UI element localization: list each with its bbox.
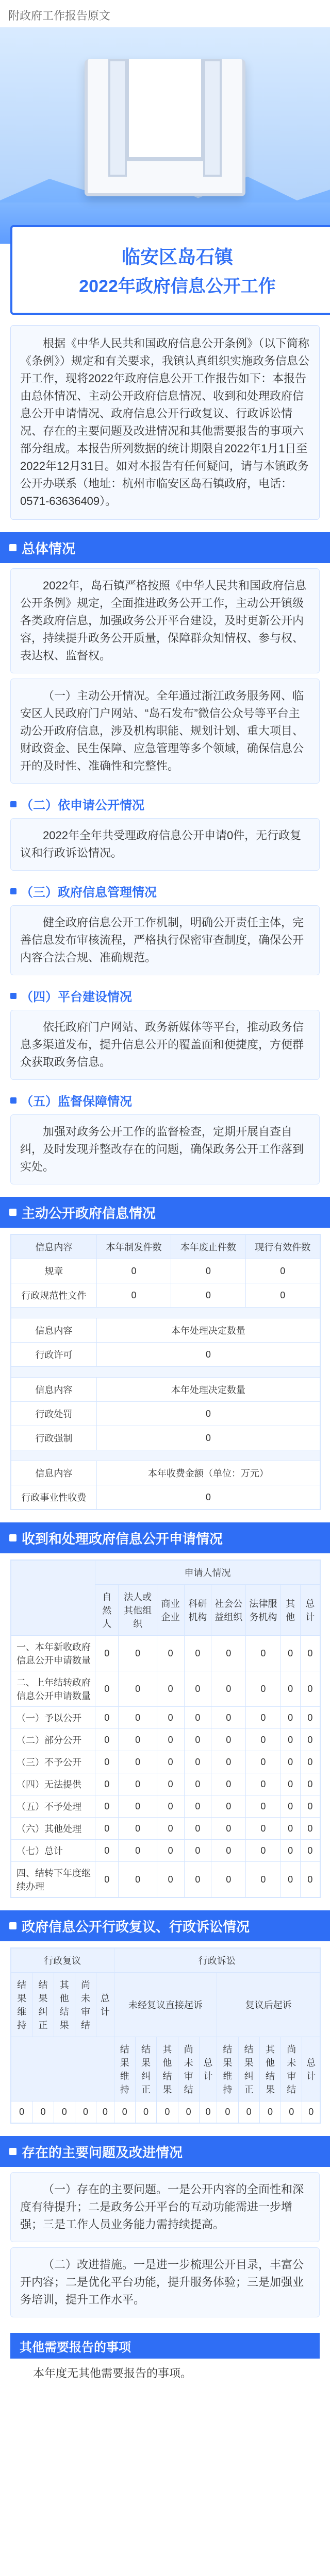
- received-row: [11, 1795, 320, 1818]
- received-cell: 0: [184, 1862, 211, 1897]
- section-review-title: 政府信息公开行政复议、行政诉讼情况: [22, 1919, 250, 1935]
- received-cell: 0: [95, 1840, 119, 1862]
- review-after-3: 0: [259, 2102, 280, 2123]
- received-header-legal-service: 法律服务机构: [246, 1585, 280, 1636]
- received-cell: 0: [95, 1773, 119, 1795]
- received-cell: 0: [157, 1671, 184, 1707]
- received-cell: 0: [300, 1636, 320, 1671]
- received-row: [11, 1751, 320, 1773]
- received-cell: 0: [246, 1795, 280, 1818]
- received-cell: 0: [280, 1671, 300, 1707]
- received-cell: 0: [119, 1729, 157, 1751]
- received-row-label: （一）予以公开: [11, 1707, 95, 1729]
- overview-paragraph-2: （一）主动公开情况。全年通过浙江政务服务网、临安区人民政府门户网站、“岛石发布”微信公众号等平台主动公开政府信息，涉及机构职能、规划计划、重大项目、财政资金、民生保障、应急管理等多个领域，确保信息公开的及时性、准确性和完整性。: [20, 689, 304, 772]
- received-cell: 0: [280, 1862, 300, 1897]
- received-cell: 0: [211, 1818, 246, 1840]
- section-received: [0, 1522, 330, 1553]
- subsection-icon: [10, 993, 16, 999]
- intro-box: [10, 325, 320, 520]
- active-public-r7c1: 信息内容: [11, 1378, 97, 1402]
- section-problems: [0, 2136, 330, 2167]
- received-cell: 0: [184, 1795, 211, 1818]
- received-cell: 0: [157, 1707, 184, 1729]
- active-public-r2c3: 0: [171, 1283, 245, 1308]
- received-cell: 0: [211, 1636, 246, 1671]
- review-sub-results-after-2: 结果纠正: [238, 2037, 259, 2102]
- review-sub-4: 尚未审结: [75, 1973, 96, 2037]
- received-header-item: [11, 1561, 95, 1636]
- banner-image: [0, 27, 330, 244]
- received-cell: 0: [300, 1707, 320, 1729]
- supervision-paragraph-1: 加强对政务公开工作的监督检查，定期开展自查自纠，及时发现并整改存在的问题，确保政务公开工作落到实处。: [20, 1125, 304, 1173]
- section-active-public-title: 主动公开政府信息情况: [22, 1205, 156, 1221]
- platform-title-label: （四）平台建设情况: [21, 990, 132, 1004]
- received-cell: 0: [280, 1636, 300, 1671]
- overview-card: [10, 568, 320, 673]
- received-cell: 0: [95, 1818, 119, 1840]
- received-cell: 0: [184, 1751, 211, 1773]
- received-row: [11, 1729, 320, 1751]
- active-public-r4c2: 本年处理决定数量: [96, 1318, 320, 1343]
- review-val-3: 0: [54, 2102, 75, 2123]
- received-cell: 0: [300, 1840, 320, 1862]
- subsection-icon: [10, 1097, 16, 1104]
- received-cell: 0: [95, 1751, 119, 1773]
- review-sub-results-direct-2: 结果纠正: [135, 2037, 156, 2102]
- received-cell: 0: [246, 1751, 280, 1773]
- received-cell: 0: [211, 1862, 246, 1897]
- review-header-review: 行政复议: [11, 1948, 114, 1973]
- review-direct-2: 0: [135, 2102, 156, 2123]
- received-row-label: （三）不予公开: [11, 1751, 95, 1773]
- received-row: [11, 1636, 320, 1671]
- received-cell: 0: [95, 1729, 119, 1751]
- received-cell: 0: [157, 1840, 184, 1862]
- received-cell: 0: [300, 1818, 320, 1840]
- received-row-label: （六）其他处理: [11, 1818, 95, 1840]
- review-after-5: 0: [302, 2102, 320, 2123]
- overview-card-2: [10, 679, 320, 784]
- review-sub-results-direct-4: 尚未审结: [178, 2037, 199, 2102]
- review-sub-results-direct-5: 总计: [199, 2037, 217, 2102]
- apply-title-label: （二）依申请公开情况: [21, 799, 144, 812]
- title-line1: 临安区岛石镇: [121, 246, 233, 267]
- section-problems-title: 存在的主要问题及改进情况: [22, 2144, 183, 2160]
- active-public-spacer-2: [11, 1367, 320, 1378]
- received-row: [11, 1773, 320, 1795]
- received-cell: 0: [300, 1729, 320, 1751]
- active-public-header-3: 本年废止件数: [171, 1235, 245, 1259]
- active-public-table: [10, 1234, 321, 1510]
- received-cell: 0: [280, 1751, 300, 1773]
- received-row-label: （二）部分公开: [11, 1729, 95, 1751]
- received-cell: 0: [300, 1795, 320, 1818]
- apply-card: [10, 818, 320, 871]
- review-direct-1: 0: [114, 2102, 135, 2123]
- top-link[interactable]: 附政府工作报告原文: [8, 9, 111, 22]
- received-row: [11, 1707, 320, 1729]
- active-public-r8c1: 行政处罚: [11, 1402, 97, 1426]
- received-cell: 0: [300, 1671, 320, 1707]
- received-row: [11, 1818, 320, 1840]
- review-sub-results-after-4: 尚未审结: [281, 2037, 302, 2102]
- apply-paragraph-1: 2022年全年共受理政府信息公开申请0件，无行政复议和行政诉讼情况。: [20, 829, 302, 859]
- received-cell: 0: [184, 1707, 211, 1729]
- management-title-label: （三）政府信息管理情况: [21, 886, 157, 900]
- review-sub-results-after-5: 总计: [302, 2037, 320, 2102]
- received-cell: 0: [184, 1818, 211, 1840]
- footer: [10, 2333, 320, 2382]
- active-public-spacer-3: [11, 1450, 320, 1461]
- received-cell: 0: [119, 1751, 157, 1773]
- section-overview-title: 总体情况: [22, 540, 76, 556]
- review-sub-1: 结果维持: [11, 1973, 32, 2037]
- active-public-header-2: 本年制发件数: [96, 1235, 171, 1259]
- title-line2: 2022年政府信息公开工作: [79, 277, 276, 296]
- received-cell: 0: [184, 1773, 211, 1795]
- section-icon: [9, 1534, 16, 1541]
- section-icon: [9, 1209, 16, 1216]
- received-cell: 0: [157, 1818, 184, 1840]
- received-cell: 0: [184, 1636, 211, 1671]
- section-overview: [0, 532, 330, 563]
- received-cell: 0: [211, 1840, 246, 1862]
- received-header-business: 商业企业: [157, 1585, 184, 1636]
- received-cell: 0: [300, 1773, 320, 1795]
- review-after-4: 0: [281, 2102, 302, 2123]
- received-cell: 0: [211, 1773, 246, 1795]
- received-header-total: 总计: [300, 1585, 320, 1636]
- management-title: [10, 882, 320, 900]
- received-cell: 0: [280, 1707, 300, 1729]
- review-sub-results-after-3: 其他结果: [259, 2037, 280, 2102]
- footer-bar: [10, 2333, 320, 2359]
- received-cell: 0: [119, 1840, 157, 1862]
- review-sub-3: 其他结果: [54, 1973, 75, 2037]
- review-header-litigation: 行政诉讼: [114, 1948, 320, 1973]
- section-review: [0, 1910, 330, 1941]
- received-cell: 0: [119, 1862, 157, 1897]
- active-public-header-1: 信息内容: [11, 1235, 97, 1259]
- section-received-title: 收到和处理政府信息公开申请情况: [22, 1531, 223, 1547]
- management-card: [10, 905, 320, 975]
- received-cell: 0: [184, 1671, 211, 1707]
- active-public-r8c2: 0: [96, 1402, 320, 1426]
- supervision-title: [10, 1091, 320, 1109]
- review-direct-4: 0: [178, 2102, 199, 2123]
- review-sub-results-direct-1: 结果维持: [114, 2037, 135, 2102]
- overview-paragraph-1: 2022年，岛石镇严格按照《中华人民共和国政府信息公开条例》规定，全面推进政务公开工作，主动公开镇级各类政府信息，加强政务公开平台建设，及时更新公开内容，持续提升政务公开质量，保障群众知情权、参与权、表达权、监督权。: [20, 579, 306, 662]
- active-public-r4c1: 信息内容: [11, 1318, 97, 1343]
- review-direct-5: 0: [199, 2102, 217, 2123]
- received-cell: 0: [119, 1795, 157, 1818]
- problems-paragraph-1: （一）存在的主要问题。一是公开内容的全面性和深度有待提升；二是政务公开平台的互动功能需进一步增强；三是工作人员业务能力需持续提高。: [20, 2183, 304, 2231]
- received-row-label: 一、本年新收政府信息公开申请数量: [11, 1636, 95, 1671]
- received-cell: 0: [211, 1671, 246, 1707]
- received-row-label: 四、结转下年度继续办理: [11, 1862, 95, 1897]
- banner-pillar-right: [203, 59, 222, 177]
- received-cell: 0: [119, 1707, 157, 1729]
- received-header-welfare: 社会公益组织: [211, 1585, 246, 1636]
- received-cell: 0: [119, 1773, 157, 1795]
- review-sub-direct: 未经复议直接起诉: [114, 1973, 217, 2037]
- received-cell: 0: [246, 1840, 280, 1862]
- received-header-research: 科研机构: [184, 1585, 211, 1636]
- review-direct-3: 0: [157, 2102, 178, 2123]
- received-header-legal: 法人或其他组织: [119, 1585, 157, 1636]
- received-header-natural: 自然人: [95, 1585, 119, 1636]
- received-cell: 0: [95, 1636, 119, 1671]
- received-cell: 0: [119, 1671, 157, 1707]
- received-row-label: （五）不予处理: [11, 1795, 95, 1818]
- review-sub-results-review: [11, 2037, 114, 2102]
- received-table: [10, 1560, 321, 1898]
- received-row-label: （七）总计: [11, 1840, 95, 1862]
- management-paragraph-1: 健全政府信息公开工作机制，明确公开责任主体，完善信息发布审核流程，严格执行保密审查制度，确保公开内容合法合规、准确规范。: [20, 916, 304, 964]
- active-public-r5c1: 行政许可: [11, 1343, 97, 1367]
- review-sub-after: 复议后起诉: [217, 1973, 320, 2037]
- received-cell: 0: [157, 1773, 184, 1795]
- section-active-public: [0, 1197, 330, 1228]
- received-row: [11, 1671, 320, 1707]
- active-public-r12c2: 0: [96, 1485, 320, 1510]
- review-after-1: 0: [217, 2102, 238, 2123]
- banner-pillar-left: [108, 59, 127, 177]
- received-cell: 0: [95, 1862, 119, 1897]
- supervision-title-label: （五）监督保障情况: [21, 1095, 132, 1109]
- review-after-2: 0: [238, 2102, 259, 2123]
- intro-text: 根据《中华人民共和国政府信息公开条例》（以下简称《条例》）规定和有关要求，我镇认真组织实施政务信息公开工作，现将2022年政府信息公开工作报告如下：本报告由总体情况、主动公开政府信息情况、收到和处理政府信息公开申请情况、政府信息公开行政复议、行政诉讼情况、存在的主要问题及改进情况和其他需要报告的事项六部分组成。本报告所列数据的统计期限自2022年1月1日至2022年12月31日。如对本报告有任何疑问，请与本镇政务公开办联系（地址：杭州市临安区岛石镇政府，电话：0571-63636409）。: [20, 337, 310, 507]
- apply-title: [10, 795, 320, 813]
- banner-gate: [125, 59, 205, 161]
- received-cell: 0: [95, 1795, 119, 1818]
- active-public-r2c4: 0: [245, 1283, 320, 1308]
- section-icon: [9, 544, 16, 551]
- review-sub-results-after-1: 结果维持: [217, 2037, 238, 2102]
- subsection-icon: [10, 888, 16, 894]
- received-cell: 0: [246, 1729, 280, 1751]
- received-cell: 0: [157, 1795, 184, 1818]
- active-public-r1c3: 0: [171, 1259, 245, 1283]
- review-table: [10, 1947, 321, 2124]
- problems-paragraph-2: （二）改进措施。一是进一步梳理公开目录，丰富公开内容；二是优化平台功能，提升服务体验；三是加强业务培训，提升工作水平。: [20, 2258, 304, 2306]
- platform-title: [10, 987, 320, 1005]
- active-public-r2c2: 0: [96, 1283, 171, 1308]
- review-val-1: 0: [11, 2102, 32, 2123]
- received-cell: 0: [211, 1707, 246, 1729]
- title-box: [10, 225, 330, 315]
- received-cell: 0: [280, 1840, 300, 1862]
- platform-paragraph-1: 依托政府门户网站、政务新媒体等平台，推动政务信息多渠道发布，提升信息公开的覆盖面和便捷度，方便群众获取政务信息。: [20, 1021, 304, 1069]
- received-cell: 0: [280, 1729, 300, 1751]
- problems-card-2: [10, 2247, 320, 2317]
- review-sub-5: 总计: [96, 1973, 114, 2037]
- active-public-r7c2: 本年处理决定数量: [96, 1378, 320, 1402]
- footer-paragraph-1: 本年度无其他需要报告的事项。: [33, 2367, 192, 2380]
- review-val-5: 0: [96, 2102, 114, 2123]
- active-public-r11c2: 本年收费金额（单位：万元）: [96, 1461, 320, 1485]
- received-cell: 0: [95, 1671, 119, 1707]
- received-cell: 0: [211, 1751, 246, 1773]
- received-cell: 0: [246, 1671, 280, 1707]
- platform-card: [10, 1010, 320, 1080]
- received-cell: 0: [246, 1636, 280, 1671]
- received-cell: 0: [184, 1840, 211, 1862]
- received-cell: 0: [300, 1862, 320, 1897]
- active-public-header-4: 现行有效件数: [245, 1235, 320, 1259]
- received-cell: 0: [246, 1773, 280, 1795]
- active-public-r12c1: 行政事业性收费: [11, 1485, 97, 1510]
- active-public-r1c4: 0: [245, 1259, 320, 1283]
- active-public-r5c2: 0: [96, 1343, 320, 1367]
- subsection-icon: [10, 801, 16, 807]
- section-icon: [9, 1922, 16, 1929]
- received-cell: 0: [300, 1751, 320, 1773]
- received-header-other: 其他: [280, 1585, 300, 1636]
- received-cell: 0: [119, 1636, 157, 1671]
- active-public-r11c1: 信息内容: [11, 1461, 97, 1485]
- review-val-4: 0: [75, 2102, 96, 2123]
- active-public-spacer-1: [11, 1308, 320, 1318]
- active-public-r2c1: 行政规范性文件: [11, 1283, 97, 1308]
- active-public-r1c2: 0: [96, 1259, 171, 1283]
- received-row-label: （四）无法提供: [11, 1773, 95, 1795]
- active-public-r9c2: 0: [96, 1426, 320, 1450]
- active-public-r9c1: 行政强制: [11, 1426, 97, 1450]
- received-row: [11, 1862, 320, 1897]
- supervision-card: [10, 1114, 320, 1184]
- received-cell: 0: [157, 1862, 184, 1897]
- review-val-2: 0: [32, 2102, 54, 2123]
- received-cell: 0: [157, 1729, 184, 1751]
- review-sub-2: 结果纠正: [32, 1973, 54, 2037]
- received-row: [11, 1840, 320, 1862]
- received-cell: 0: [280, 1795, 300, 1818]
- received-cell: 0: [157, 1751, 184, 1773]
- received-row-label: 二、上年结转政府信息公开申请数量: [11, 1671, 95, 1707]
- received-cell: 0: [184, 1729, 211, 1751]
- received-cell: 0: [246, 1707, 280, 1729]
- received-cell: 0: [119, 1818, 157, 1840]
- received-cell: 0: [211, 1795, 246, 1818]
- banner-building: [85, 59, 245, 196]
- active-public-r1c1: 规章: [11, 1259, 97, 1283]
- received-cell: 0: [280, 1818, 300, 1840]
- received-cell: 0: [246, 1818, 280, 1840]
- problems-card-1: [10, 2172, 320, 2242]
- received-cell: 0: [211, 1729, 246, 1751]
- received-cell: 0: [95, 1707, 119, 1729]
- footer-title: 其他需要报告的事项: [20, 2340, 131, 2354]
- review-sub-results-direct-3: 其他结果: [157, 2037, 178, 2102]
- received-cell: 0: [280, 1773, 300, 1795]
- section-icon: [9, 2148, 16, 2155]
- received-cell: 0: [246, 1862, 280, 1897]
- received-cell: 0: [157, 1636, 184, 1671]
- received-header-main: 申请人情况: [95, 1561, 320, 1585]
